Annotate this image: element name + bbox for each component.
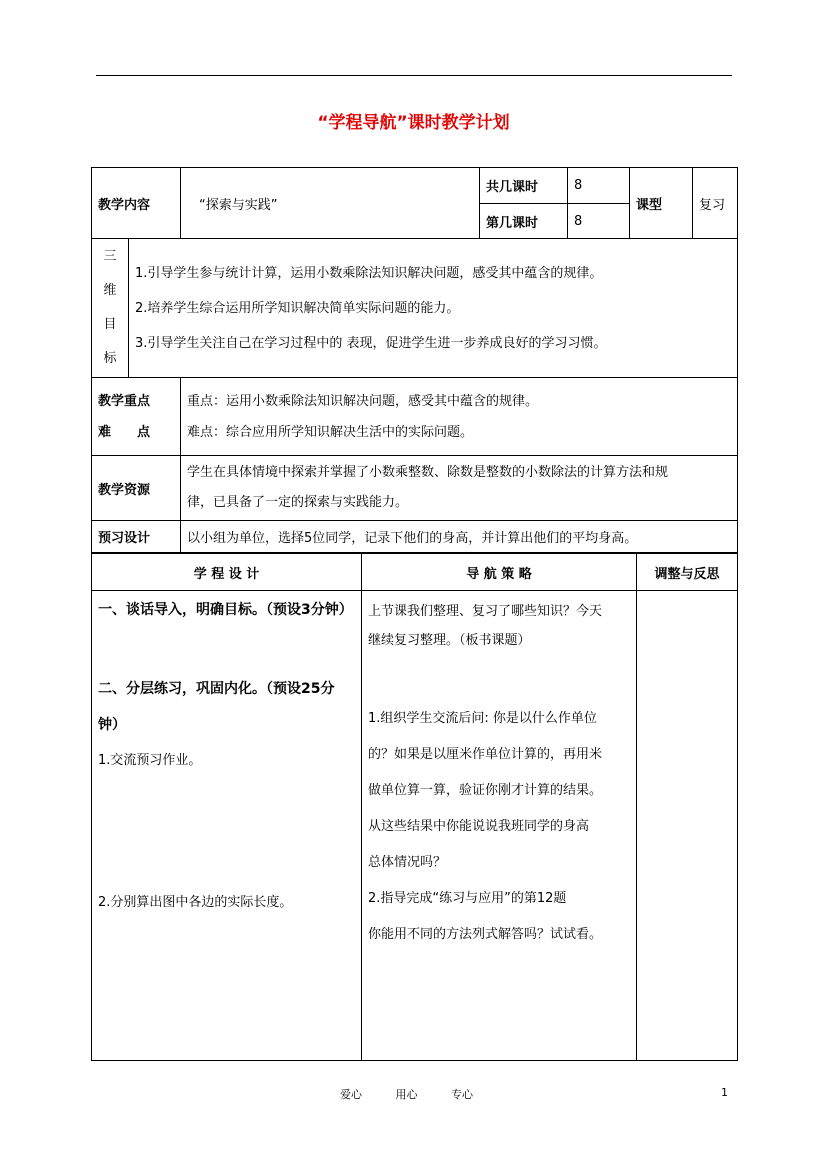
goals-content: [129, 239, 738, 378]
goals-row: [92, 239, 738, 378]
design-step-2-cont: 钟）: [98, 717, 126, 733]
design-item-2: 2.分别算出图中各边的实际长度。: [98, 895, 293, 910]
design-step-1: 一、谈话导入，明确目标。（预设3分钟）: [98, 602, 353, 618]
process-body-row: [92, 591, 738, 1061]
preview-content: 以小组为单位，选择5位同学，记录下他们的身高，并计算出他们的平均身高。: [181, 521, 738, 553]
process-table: [91, 553, 738, 1061]
goals-label: 三 维 目 标: [92, 239, 129, 378]
goal-item: 2.培养学生综合运用所学知识解决简单实际问题的能力。: [135, 300, 460, 316]
process-header-row: [92, 554, 738, 591]
page-number: 1: [721, 1086, 728, 1099]
current-lesson-value: 8: [568, 204, 630, 239]
reflect-column: [637, 591, 738, 1061]
total-lessons-value: 8: [568, 168, 630, 204]
key-points-label: 教学重点 难 点: [92, 378, 181, 456]
total-lessons-label: 共几课时: [480, 168, 568, 204]
type-label: 课型: [630, 168, 693, 239]
design-step-2: 二、分层练习，巩固内化。（预设25分: [98, 681, 335, 697]
lesson-plan-table: [91, 167, 738, 553]
resources-content: 学生在具体情境中探索并掌握了小数乘整数、除数是整数的小数除法的计算方法和规 律，已具备了一定的探索与实践能力。: [181, 456, 738, 521]
goal-item: 3.引导学生关注自己在学习过程中的 表现，促进学生进一步养成良好的学习习惯。: [135, 335, 607, 351]
resources-row: [92, 456, 738, 521]
type-value: 复习: [693, 168, 738, 239]
design-column-header: 学 程 设 计: [92, 554, 362, 591]
goal-item: 1.引导学生参与统计计算，运用小数乘除法知识解决问题，感受其中蕴含的规律。: [135, 265, 603, 281]
page-title: “学程导航”课时教学计划: [317, 113, 510, 133]
key-points-row: [92, 378, 738, 456]
footer-motto: 爱心 用心 专心: [340, 1088, 473, 1101]
resources-label: 教学资源: [92, 456, 181, 521]
content-label: 教学内容: [92, 168, 181, 239]
reflect-column-header: 调整与反思: [637, 554, 738, 591]
current-lesson-label: 第几课时: [480, 204, 568, 239]
design-column: [92, 591, 362, 1061]
preview-label: 预习设计: [92, 521, 181, 553]
strategy-column-header: 导 航 策 略: [362, 554, 637, 591]
content-value: “探索与实践”: [181, 168, 480, 239]
design-item-1: 1.交流预习作业。: [98, 753, 202, 768]
strategy-column: 上节课我们整理、复习了哪些知识？今天 继续复习整理。（板书课题） 1.组织学生交流后问: 你是以什么作单位 的？如果是以厘米作单位计算的，再用米 做单位算一算，验证你刚才计算的结果。 从这些结果中你能说说我班同学的身高 总体情况吗？ 2.指导完成“练习与应用”的第12题 你能用不同的方法列式解答吗？试试看。: [362, 591, 637, 1061]
header-rule: [96, 75, 732, 76]
preview-row: [92, 521, 738, 553]
key-points-content: 重点：运用小数乘除法知识解决问题，感受其中蕴含的规律。 难点：综合应用所学知识解决生活中的实际问题。: [181, 378, 738, 456]
header-row-1: [92, 168, 738, 204]
